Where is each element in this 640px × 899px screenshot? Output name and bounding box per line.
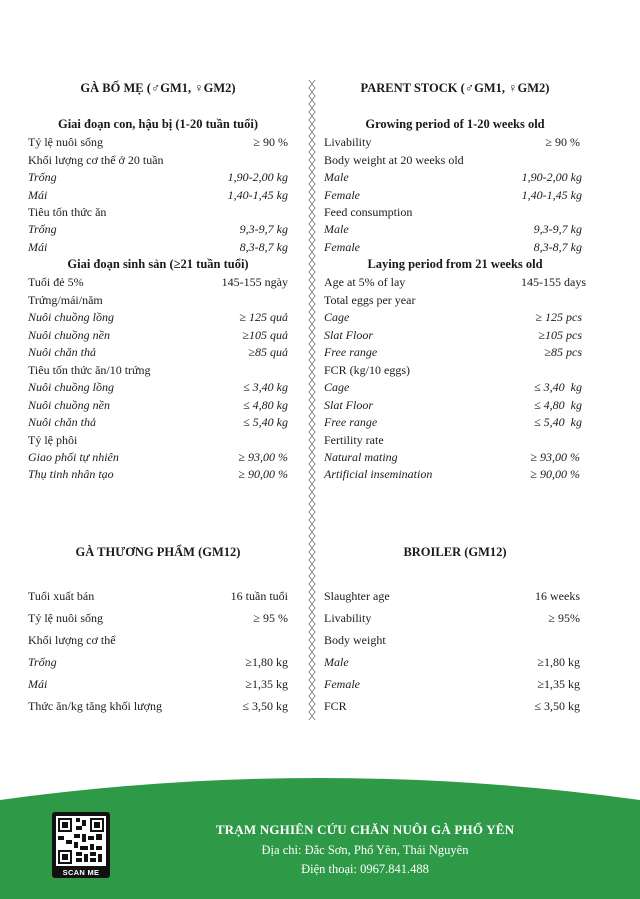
qr-label: SCAN ME [62,868,100,877]
table-row: Nuôi chuồng lồng ≥ 125 quả [28,310,288,324]
table-row: Free range ≥85 pcs [324,345,582,359]
table-row: Slaughter age 16 weeks [324,589,580,603]
station-address: Địa chỉ: Đắc Sơn, Phổ Yên, Thái Nguyên [261,843,469,857]
station-name: TRẠM NGHIÊN CỨU CHĂN NUÔI GÀ PHỔ YÊN [215,822,515,837]
table-row: Nuôi chuồng lồng ≤ 3,40 kg [28,380,288,394]
table-row: Male ≥1,80 kg [324,655,580,669]
table-row: Nuôi chuồng nền ≤ 4,80 kg [28,398,288,412]
parent-vi-laying-title: Giai đoạn sinh sản (≥21 tuần tuổi) [67,257,249,271]
table-row: Fertility rate [324,433,384,447]
table-row: Giao phối tự nhiên ≥ 93,00 % [28,450,288,464]
table-row: Tỷ lệ nuôi sống ≥ 90 % [28,135,288,149]
table-row: Thụ tinh nhân tạo ≥ 90,00 % [28,467,288,481]
table-row: Tiêu tốn thức ăn/10 trứng [28,363,151,377]
qr-icon [56,816,106,866]
table-row: Mái 8,3-8,7 kg [28,240,288,254]
table-row: Tỷ lệ phôi [28,433,78,447]
table-row: Trống 9,3-9,7 kg [28,222,288,236]
table-row: Cage ≤ 3,40 kg [324,380,582,394]
table-row: Female 8,3-8,7 kg [324,240,582,254]
table-row: Feed consumption [324,205,413,219]
table-row: Nuôi chuồng nền ≥105 quả [28,328,288,342]
broiler-en-title: BROILER (GM12) [403,545,507,559]
qr-code[interactable] [52,812,110,878]
table-row: Free range ≤ 5,40 kg [324,415,582,429]
table-row: Artificial insemination ≥ 90,00 % [324,467,580,481]
table-row: Trứng/mái/năm [28,293,103,307]
zigzag-divider [306,80,318,720]
table-row: Mái 1,40-1,45 kg [28,188,288,202]
table-row: Tiêu tốn thức ăn [28,205,107,219]
broiler-vi-title: GÀ THƯƠNG PHẨM (GM12) [75,545,241,559]
table-row: Khối lượng cơ thể [28,633,116,647]
table-row: Slat Floor ≤ 4,80 kg [324,398,582,412]
table-row: Slat Floor ≥105 pcs [324,328,582,342]
parent-en-laying-title: Laying period from 21 weeks old [367,257,543,271]
table-row: Nuôi chăn thả ≥85 quả [28,345,288,359]
table-row: Livability ≥ 95% [324,611,580,625]
table-row: Body weight at 20 weeks old [324,153,464,167]
table-row: Trống 1,90-2,00 kg [28,170,288,184]
parent-vi-growing-title: Giai đoạn con, hậu bị (1-20 tuần tuổi) [57,117,259,131]
table-row: Tuổi xuất bán 16 tuần tuổi [28,589,288,603]
station-phone[interactable]: Điện thoại: 0967.841.488 [301,862,429,876]
table-row: Cage ≥ 125 pcs [324,310,582,324]
table-row: Trống ≥1,80 kg [28,655,288,669]
table-row: FCR (kg/10 eggs) [324,363,411,377]
parent-en-growing-title: Growing period of 1-20 weeks old [365,117,545,131]
table-row: Mái ≥1,35 kg [28,677,288,691]
table-row: Tuổi đẻ 5% 145-155 ngày [28,275,288,289]
parent-en-title: PARENT STOCK (♂GM1, ♀GM2) [360,81,550,95]
table-row: Thức ăn/kg tăng khối lượng ≤ 3,50 kg [28,699,288,713]
table-row: Age at 5% of lay 145-155 days [324,275,586,289]
parent-vi-title: GÀ BỐ MẸ (♂GM1, ♀GM2) [80,81,236,95]
table-row: Khối lượng cơ thể ở 20 tuần [28,153,164,167]
table-row: FCR ≤ 3,50 kg [324,699,580,713]
table-row: Natural mating ≥ 93,00 % [324,450,580,464]
table-row: Livability ≥ 90 % [324,135,580,149]
table-row: Female 1,40-1,45 kg [324,188,582,202]
table-row: Total eggs per year [324,293,416,307]
table-row: Tỷ lệ nuôi sống ≥ 95 % [28,611,288,625]
table-row: Body weight [324,633,386,647]
table-row: Male 1,90-2,00 kg [324,170,582,184]
table-row: Female ≥1,35 kg [324,677,580,691]
table-row: Nuôi chăn thả ≤ 5,40 kg [28,415,288,429]
table-row: Male 9,3-9,7 kg [324,222,582,236]
